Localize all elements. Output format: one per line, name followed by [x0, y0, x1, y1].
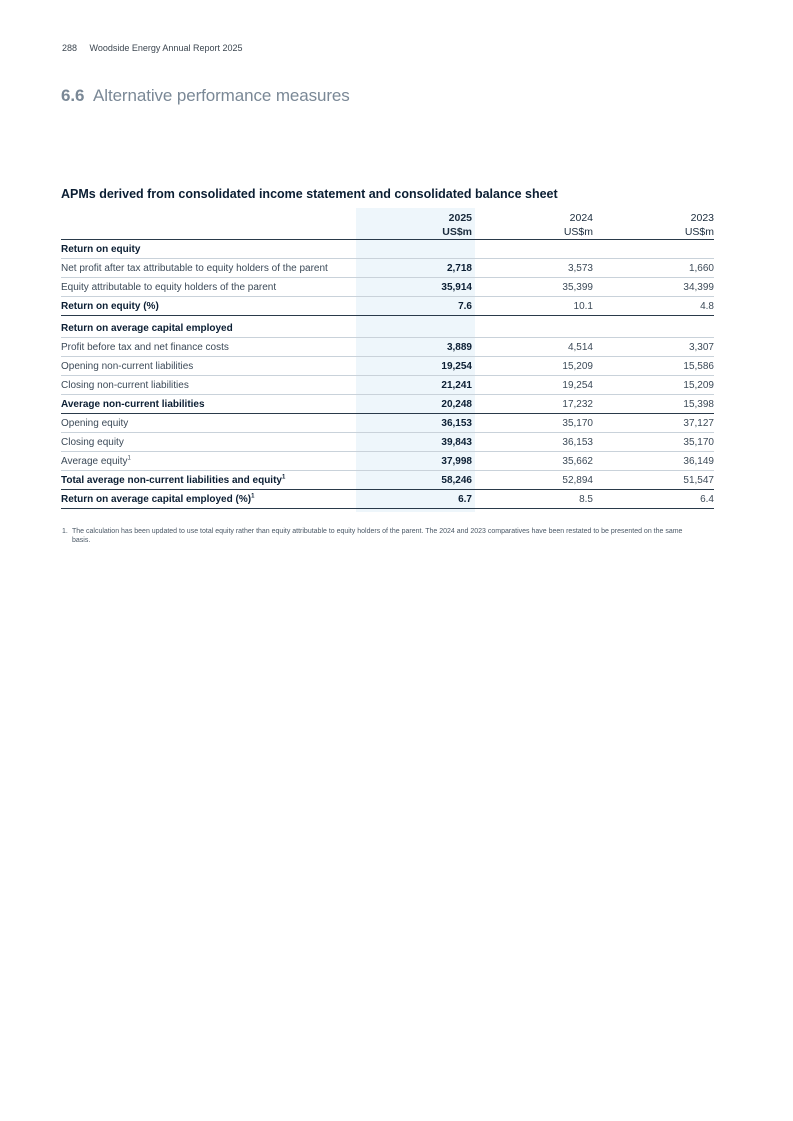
- section-number: 6.6: [61, 86, 85, 105]
- apm-table: [61, 208, 714, 509]
- footnote-ref: 1: [251, 493, 255, 500]
- cell-2024: 3,573: [567, 263, 593, 274]
- column-unit: US$m: [684, 226, 714, 238]
- cell-2024: 19,254: [562, 380, 593, 391]
- column-unit: US$m: [563, 226, 593, 238]
- table-row-total: [61, 395, 714, 414]
- table-row: [61, 376, 714, 395]
- cell-2023: 35,170: [683, 437, 714, 448]
- table-row-total: [61, 297, 714, 316]
- cell-2025: 58,246: [441, 475, 472, 486]
- cell-2025: 35,914: [441, 282, 472, 293]
- cell-2025: 7.6: [458, 301, 472, 312]
- cell-2024: 15,209: [562, 361, 593, 372]
- footnote-ref: 1: [127, 455, 131, 462]
- section-title-text: Alternative performance measures: [93, 86, 350, 105]
- column-header-2025: [442, 211, 472, 239]
- table-row-heading: [61, 316, 714, 338]
- row-label: Return on equity: [61, 244, 141, 255]
- cell-2024: 8.5: [579, 494, 593, 505]
- cell-2023: 4.8: [700, 301, 714, 312]
- cell-2023: 6.4: [700, 494, 714, 505]
- footnote: [62, 527, 702, 545]
- row-label: Closing equity: [61, 437, 124, 448]
- row-label: [61, 494, 254, 505]
- row-label-text: Return on average capital employed (%): [61, 494, 252, 505]
- cell-2025: 20,248: [441, 399, 472, 410]
- table-header: [61, 208, 714, 240]
- table-row: [61, 452, 714, 471]
- cell-2024: 35,662: [562, 456, 593, 467]
- table-row: [61, 433, 714, 452]
- table-row-total: [61, 490, 714, 509]
- row-label: Opening equity: [61, 418, 129, 429]
- table-row: [61, 338, 714, 357]
- column-year: 2023: [690, 212, 714, 224]
- cell-2024: 35,170: [562, 418, 593, 429]
- row-label: Net profit after tax attributable to equity holders of the parent: [61, 263, 328, 274]
- section-title: [61, 86, 350, 106]
- column-header-2023: [685, 211, 714, 239]
- table-row: [61, 278, 714, 297]
- cell-2023: 34,399: [683, 282, 714, 293]
- cell-2023: 36,149: [683, 456, 714, 467]
- column-header-2024: [564, 211, 593, 239]
- footnote-number: 1.: [62, 528, 68, 535]
- row-label: Equity attributable to equity holders of the parent: [61, 282, 277, 293]
- column-year: 2024: [569, 212, 593, 224]
- row-label: [61, 456, 131, 467]
- table-row: [61, 414, 714, 433]
- cell-2023: 3,307: [688, 342, 714, 353]
- column-year: 2025: [448, 212, 472, 224]
- cell-2024: 36,153: [562, 437, 593, 448]
- table-row: [61, 357, 714, 376]
- cell-2023: 51,547: [683, 475, 714, 486]
- table-row-heading: [61, 240, 714, 259]
- cell-2025: 19,254: [441, 361, 472, 372]
- row-label: Opening non-current liabilities: [61, 361, 194, 372]
- cell-2023: 37,127: [683, 418, 714, 429]
- cell-2025: 2,718: [446, 263, 472, 274]
- cell-2024: 35,399: [562, 282, 593, 293]
- cell-2025: 6.7: [458, 494, 472, 505]
- footnote-text: The calculation has been updated to use total equity rather than equity attributable to equity holders of the parent. The 2024 and 2023 comparatives have been restated to be presented on the same basis.: [72, 528, 683, 544]
- row-label: Return on average capital employed: [61, 323, 233, 334]
- row-label: [61, 475, 285, 486]
- table-row-total: [61, 471, 714, 490]
- cell-2024: 52,894: [562, 475, 593, 486]
- page-header: [62, 43, 243, 53]
- row-label: Profit before tax and net finance costs: [61, 342, 229, 353]
- footnote-ref: 1: [281, 474, 286, 481]
- row-label: Average non-current liabilities: [61, 399, 205, 410]
- cell-2024: 4,514: [567, 342, 593, 353]
- cell-2024: 17,232: [562, 399, 593, 410]
- cell-2023: 1,660: [688, 263, 714, 274]
- cell-2024: 10.1: [573, 301, 593, 312]
- row-label-text: Average equity: [61, 456, 128, 467]
- cell-2025: 36,153: [441, 418, 472, 429]
- cell-2025: 37,998: [441, 456, 472, 467]
- table-row: [61, 259, 714, 278]
- row-label: Return on equity (%): [61, 301, 159, 312]
- cell-2023: 15,209: [683, 380, 714, 391]
- cell-2025: 39,843: [441, 437, 472, 448]
- report-title: Woodside Energy Annual Report 2025: [89, 43, 243, 53]
- table-title: APMs derived from consolidated income statement and consolidated balance sheet: [61, 187, 558, 201]
- row-label: Closing non-current liabilities: [61, 380, 189, 391]
- cell-2023: 15,398: [683, 399, 714, 410]
- column-unit: US$m: [442, 226, 472, 238]
- row-label-text: Total average non-current liabilities and equity: [61, 475, 282, 486]
- page-number: 288: [62, 43, 78, 53]
- cell-2023: 15,586: [683, 361, 714, 372]
- cell-2025: 3,889: [446, 342, 472, 353]
- cell-2025: 21,241: [441, 380, 472, 391]
